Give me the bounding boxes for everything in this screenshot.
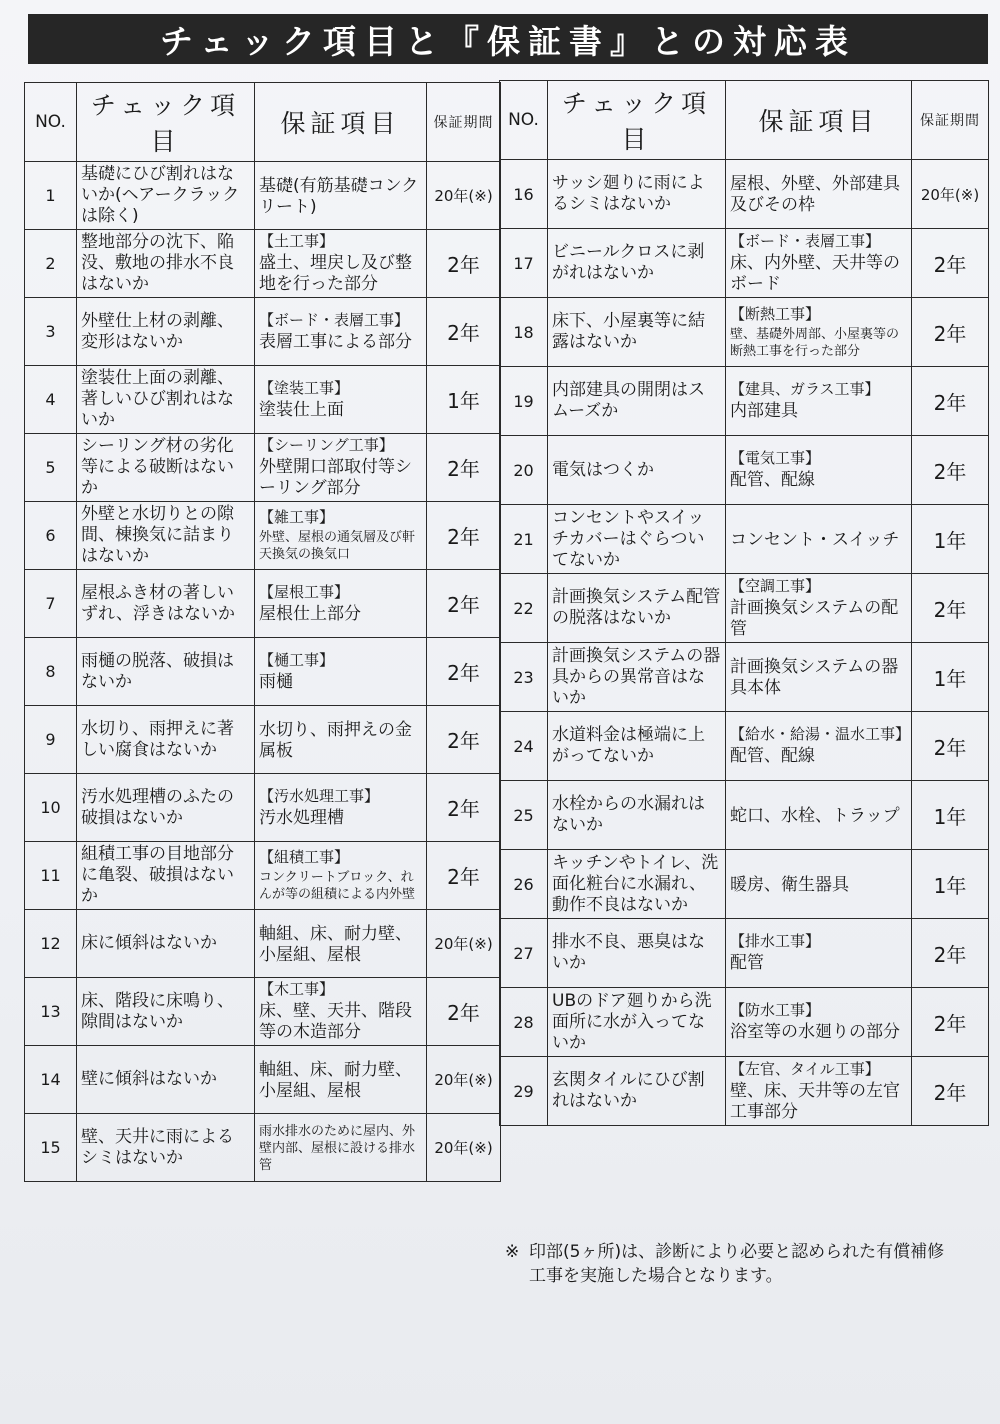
warranty-item-cell bbox=[726, 919, 912, 988]
row-number: 3 bbox=[25, 298, 77, 366]
table-row bbox=[25, 978, 501, 1046]
warranty-period-cell: 2年 bbox=[427, 434, 501, 502]
warranty-category: 【樋工事】 bbox=[259, 650, 335, 669]
warranty-category: 【排水工事】 bbox=[730, 932, 821, 950]
table-row bbox=[500, 574, 989, 643]
row-number: 11 bbox=[25, 842, 77, 910]
row-number: 6 bbox=[25, 502, 77, 570]
warranty-item-cell bbox=[255, 1046, 427, 1114]
warranty-period-cell: 1年 bbox=[912, 643, 989, 712]
warranty-item-cell bbox=[726, 988, 912, 1057]
warranty-item-text: 計画換気システムの器具本体 bbox=[730, 657, 899, 698]
warranty-item-cell bbox=[255, 638, 427, 706]
warranty-period-cell: 2年 bbox=[912, 1057, 989, 1126]
warranty-category: 【組積工事】 bbox=[259, 848, 350, 866]
check-item-cell: 壁、天井に雨によるシミはないか bbox=[77, 1114, 255, 1182]
warranty-item-cell bbox=[255, 774, 427, 842]
table-row bbox=[500, 712, 989, 781]
check-item-cell: 外壁と水切りとの隙間、棟換気に詰まりはないか bbox=[77, 502, 255, 570]
warranty-period-cell: 20年(※) bbox=[427, 1046, 501, 1114]
check-item-cell: 組積工事の目地部分に亀裂、破損はないか bbox=[77, 842, 255, 910]
row-number: 28 bbox=[500, 988, 548, 1057]
warranty-item-cell bbox=[255, 842, 427, 910]
check-item-cell: 床下、小屋裏等に結露はないか bbox=[548, 298, 726, 367]
table-header-row bbox=[25, 83, 501, 162]
warranty-item-text: 雨水排水のために屋内、外壁内部、屋根に設ける排水管 bbox=[259, 1124, 416, 1173]
warranty-category: 【木工事】 bbox=[259, 980, 335, 998]
table-row bbox=[500, 436, 989, 505]
warranty-item-text: 汚水処理槽 bbox=[259, 807, 344, 828]
row-number: 5 bbox=[25, 434, 77, 502]
check-item-cell: 電気はつくか bbox=[548, 436, 726, 505]
check-item-cell: 床に傾斜はないか bbox=[77, 910, 255, 978]
table-row bbox=[500, 1057, 989, 1126]
warranty-period-cell: 20年(※) bbox=[912, 160, 989, 229]
check-item-cell: 計画換気システムの器具からの異常音はないか bbox=[548, 643, 726, 712]
header-no: NO. bbox=[25, 83, 77, 162]
table-row bbox=[25, 706, 501, 774]
warranty-category: 【空調工事】 bbox=[730, 576, 821, 595]
warranty-item-cell bbox=[255, 570, 427, 638]
row-number: 17 bbox=[500, 229, 548, 298]
warranty-category: 【雑工事】 bbox=[259, 508, 335, 526]
warranty-category: 【土工事】 bbox=[259, 232, 335, 250]
warranty-item-cell bbox=[726, 712, 912, 781]
row-number: 7 bbox=[25, 570, 77, 638]
table-row bbox=[500, 160, 989, 229]
warranty-category: 【左官、タイル工事】 bbox=[730, 1059, 880, 1078]
warranty-item-text: 表層工事による部分 bbox=[259, 331, 412, 352]
check-item-cell: 基礎にひび割れはないか(ヘアークラックは除く) bbox=[77, 162, 255, 230]
table-row bbox=[500, 505, 989, 574]
warranty-item-cell bbox=[726, 436, 912, 505]
row-number: 10 bbox=[25, 774, 77, 842]
warranty-period-cell: 2年 bbox=[427, 230, 501, 298]
check-item-cell: 計画換気システム配管の脱落はないか bbox=[548, 574, 726, 643]
row-number: 20 bbox=[500, 436, 548, 505]
check-item-cell: コンセントやスイッチカバーはぐらついてないか bbox=[548, 505, 726, 574]
row-number: 12 bbox=[25, 910, 77, 978]
check-item-cell: 水切り、雨押えに著しい腐食はないか bbox=[77, 706, 255, 774]
row-number: 25 bbox=[500, 781, 548, 850]
warranty-period-cell: 2年 bbox=[912, 988, 989, 1057]
warranty-item-cell bbox=[726, 229, 912, 298]
warranty-period-cell: 2年 bbox=[912, 298, 989, 367]
table-row bbox=[500, 643, 989, 712]
warranty-item-cell bbox=[726, 643, 912, 712]
warranty-period-cell: 2年 bbox=[427, 842, 501, 910]
footnote-symbol: ※ bbox=[505, 1242, 520, 1262]
warranty-period-cell: 2年 bbox=[427, 706, 501, 774]
warranty-period-cell: 2年 bbox=[912, 229, 989, 298]
warranty-item-text: コンセント・スイッチ bbox=[730, 529, 900, 550]
table-row bbox=[25, 570, 501, 638]
warranty-item-text: 暖房、衛生器具 bbox=[730, 874, 849, 895]
warranty-item-cell bbox=[255, 298, 427, 366]
warranty-table-left bbox=[24, 82, 501, 1182]
check-item-cell: 床、階段に床鳴り、隙間はないか bbox=[77, 978, 255, 1046]
header-warranty-item: 保証項目 bbox=[255, 83, 427, 162]
table-row bbox=[500, 850, 989, 919]
warranty-item-text: 雨樋 bbox=[259, 671, 293, 692]
check-item-cell: 雨樋の脱落、破損はないか bbox=[77, 638, 255, 706]
warranty-item-text: 軸組、床、耐力壁、小屋組、屋根 bbox=[259, 923, 412, 965]
warranty-period-cell: 2年 bbox=[427, 638, 501, 706]
warranty-category: 【屋根工事】 bbox=[259, 582, 350, 601]
warranty-period-cell: 2年 bbox=[912, 436, 989, 505]
warranty-item-cell bbox=[726, 1057, 912, 1126]
table-row bbox=[500, 781, 989, 850]
check-item-cell: サッシ廻りに雨によるシミはないか bbox=[548, 160, 726, 229]
header-no: NO. bbox=[500, 81, 548, 160]
warranty-item-cell bbox=[726, 298, 912, 367]
check-item-cell: 汚水処理槽のふたの破損はないか bbox=[77, 774, 255, 842]
table-row bbox=[500, 367, 989, 436]
check-item-cell: 壁に傾斜はないか bbox=[77, 1046, 255, 1114]
warranty-item-cell bbox=[726, 505, 912, 574]
row-number: 2 bbox=[25, 230, 77, 298]
warranty-item-text: 蛇口、水栓、トラップ bbox=[730, 805, 900, 826]
row-number: 8 bbox=[25, 638, 77, 706]
warranty-category: 【ボード・表層工事】 bbox=[730, 231, 881, 250]
warranty-item-text: 配管、配線 bbox=[730, 746, 815, 766]
warranty-period-cell: 2年 bbox=[912, 919, 989, 988]
warranty-period-cell: 20年(※) bbox=[427, 910, 501, 978]
warranty-item-text: 計画換気システムの配管 bbox=[730, 597, 899, 639]
check-item-cell: 水道料金は極端に上がってないか bbox=[548, 712, 726, 781]
warranty-item-cell bbox=[255, 910, 427, 978]
warranty-item-text: 水切り、雨押えの金属板 bbox=[259, 719, 412, 761]
table-row bbox=[25, 910, 501, 978]
warranty-item-text: コンクリートブロック、れんが等の組積による内外壁 bbox=[259, 870, 416, 902]
warranty-period-cell: 1年 bbox=[912, 505, 989, 574]
warranty-item-text: 浴室等の水廻りの部分 bbox=[730, 1022, 900, 1042]
header-warranty-period: 保証期間 bbox=[912, 81, 989, 160]
warranty-period-cell: 1年 bbox=[427, 366, 501, 434]
warranty-item-text: 配管 bbox=[730, 953, 764, 973]
warranty-item-text: 盛土、埋戻し及び整地を行った部分 bbox=[259, 253, 412, 294]
warranty-item-cell bbox=[255, 434, 427, 502]
check-item-cell: 屋根ふき材の著しいずれ、浮きはないか bbox=[77, 570, 255, 638]
warranty-item-cell bbox=[255, 366, 427, 434]
row-number: 15 bbox=[25, 1114, 77, 1182]
warranty-item-cell bbox=[255, 230, 427, 298]
table-row bbox=[25, 434, 501, 502]
check-item-cell: 内部建具の開閉はスムーズか bbox=[548, 367, 726, 436]
table-header-row bbox=[500, 81, 989, 160]
warranty-category: 【建具、ガラス工事】 bbox=[730, 380, 880, 398]
warranty-item-cell bbox=[726, 367, 912, 436]
warranty-item-cell bbox=[726, 850, 912, 919]
warranty-item-cell bbox=[255, 706, 427, 774]
table-row bbox=[25, 162, 501, 230]
table-row bbox=[25, 298, 501, 366]
row-number: 24 bbox=[500, 712, 548, 781]
warranty-table-right bbox=[499, 80, 989, 1126]
warranty-category: 【断熱工事】 bbox=[730, 304, 821, 323]
check-item-cell: キッチンやトイレ、洗面化粧台に水漏れ、動作不良はないか bbox=[548, 850, 726, 919]
warranty-period-cell: 2年 bbox=[427, 298, 501, 366]
header-check-item: チェック項目 bbox=[77, 83, 255, 162]
table-row bbox=[25, 1114, 501, 1182]
warranty-item-text: 壁、基礎外周部、小屋裏等の断熱工事を行った部分 bbox=[730, 326, 900, 359]
row-number: 23 bbox=[500, 643, 548, 712]
warranty-item-text: 軸組、床、耐力壁、小屋組、屋根 bbox=[259, 1059, 412, 1101]
warranty-category: 【汚水処理工事】 bbox=[259, 786, 380, 805]
table-row bbox=[25, 1046, 501, 1114]
table-row bbox=[500, 988, 989, 1057]
warranty-period-cell: 2年 bbox=[427, 502, 501, 570]
header-check-item: チェック項目 bbox=[548, 81, 726, 160]
table-row bbox=[25, 638, 501, 706]
warranty-category: 【防水工事】 bbox=[730, 1001, 821, 1019]
warranty-item-text: 外壁、屋根の通気層及び軒天換気の換気口 bbox=[259, 530, 416, 562]
warranty-item-text: 床、内外壁、天井等のボード bbox=[730, 252, 900, 294]
warranty-category: 【給水・給湯・温水工事】 bbox=[730, 725, 911, 743]
warranty-period-cell: 1年 bbox=[912, 781, 989, 850]
table-row bbox=[500, 298, 989, 367]
warranty-item-text: 塗装仕上面 bbox=[259, 399, 344, 420]
header-warranty-item: 保証項目 bbox=[726, 81, 912, 160]
warranty-period-cell: 2年 bbox=[427, 774, 501, 842]
check-item-cell: 整地部分の沈下、陥没、敷地の排水不良はないか bbox=[77, 230, 255, 298]
warranty-period-cell: 2年 bbox=[912, 712, 989, 781]
row-number: 19 bbox=[500, 367, 548, 436]
table-row bbox=[25, 366, 501, 434]
row-number: 4 bbox=[25, 366, 77, 434]
row-number: 21 bbox=[500, 505, 548, 574]
row-number: 29 bbox=[500, 1057, 548, 1126]
warranty-item-text: 外壁開口部取付等シーリング部分 bbox=[259, 457, 412, 498]
row-number: 22 bbox=[500, 574, 548, 643]
page-title: チェック項目と『保証書』との対応表 bbox=[28, 14, 988, 64]
table-row bbox=[500, 229, 989, 298]
warranty-period-cell: 20年(※) bbox=[427, 1114, 501, 1182]
check-item-cell: 玄関タイルにひび割れはないか bbox=[548, 1057, 726, 1126]
warranty-period-cell: 2年 bbox=[912, 367, 989, 436]
table-row bbox=[25, 774, 501, 842]
warranty-period-cell: 2年 bbox=[427, 978, 501, 1046]
check-item-cell: 排水不良、悪臭はないか bbox=[548, 919, 726, 988]
warranty-item-text: 屋根、外壁、外部建具及びその枠 bbox=[730, 174, 900, 215]
warranty-period-cell: 2年 bbox=[912, 574, 989, 643]
warranty-item-text: 基礎(有筋基礎コンクリート) bbox=[259, 175, 419, 217]
warranty-item-text: 屋根仕上部分 bbox=[259, 603, 361, 624]
row-number: 26 bbox=[500, 850, 548, 919]
warranty-period-cell: 1年 bbox=[912, 850, 989, 919]
warranty-item-cell bbox=[255, 1114, 427, 1182]
row-number: 18 bbox=[500, 298, 548, 367]
footnote-text: 印部(5ヶ所)は、診断により必要と認められた有償補修工事を実施した場合となります。 bbox=[529, 1242, 945, 1286]
row-number: 16 bbox=[500, 160, 548, 229]
warranty-item-text: 床、壁、天井、階段等の木造部分 bbox=[259, 1001, 412, 1042]
table-row bbox=[25, 842, 501, 910]
warranty-item-cell bbox=[255, 162, 427, 230]
table-row bbox=[25, 502, 501, 570]
check-item-cell: 外壁仕上材の剥離、変形はないか bbox=[77, 298, 255, 366]
check-item-cell: 水栓からの水漏れはないか bbox=[548, 781, 726, 850]
warranty-period-cell: 2年 bbox=[427, 570, 501, 638]
warranty-item-cell bbox=[726, 781, 912, 850]
check-item-cell: シーリング材の劣化等による破断はないか bbox=[77, 434, 255, 502]
footnote bbox=[505, 1240, 945, 1288]
header-warranty-period: 保証期間 bbox=[427, 83, 501, 162]
warranty-item-text: 壁、床、天井等の左官工事部分 bbox=[730, 1080, 900, 1122]
warranty-category: 【電気工事】 bbox=[730, 449, 821, 467]
table-row bbox=[500, 919, 989, 988]
row-number: 1 bbox=[25, 162, 77, 230]
warranty-category: 【ボード・表層工事】 bbox=[259, 310, 410, 329]
check-item-cell: 塗装仕上面の剥離、著しいひび割れはないか bbox=[77, 366, 255, 434]
warranty-period-cell: 20年(※) bbox=[427, 162, 501, 230]
row-number: 9 bbox=[25, 706, 77, 774]
warranty-category: 【塗装工事】 bbox=[259, 378, 350, 397]
warranty-item-cell bbox=[726, 574, 912, 643]
table-row bbox=[25, 230, 501, 298]
row-number: 14 bbox=[25, 1046, 77, 1114]
warranty-item-cell bbox=[255, 978, 427, 1046]
warranty-category: 【シーリング工事】 bbox=[259, 436, 394, 454]
check-item-cell: ビニールクロスに剥がれはないか bbox=[548, 229, 726, 298]
warranty-item-text: 内部建具 bbox=[730, 401, 798, 421]
check-item-cell: UBのドア廻りから洗面所に水が入ってないか bbox=[548, 988, 726, 1057]
warranty-item-text: 配管、配線 bbox=[730, 470, 815, 490]
warranty-item-cell bbox=[726, 160, 912, 229]
row-number: 27 bbox=[500, 919, 548, 988]
warranty-item-cell bbox=[255, 502, 427, 570]
row-number: 13 bbox=[25, 978, 77, 1046]
